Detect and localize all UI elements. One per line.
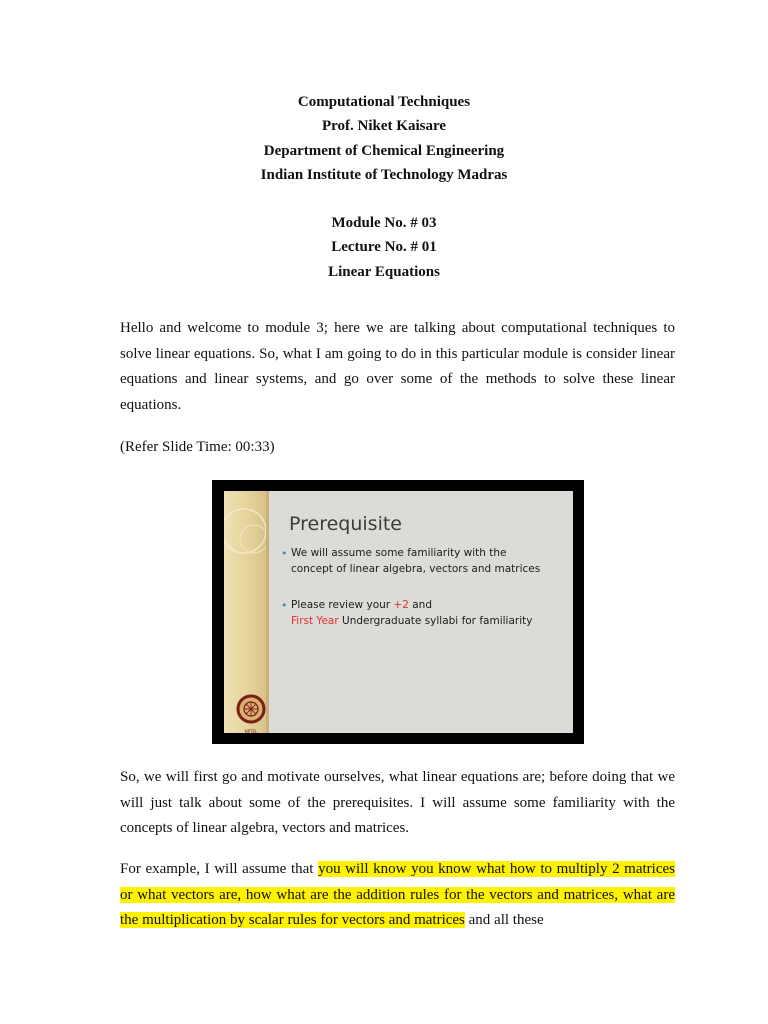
bullet-dot-icon: •: [281, 599, 288, 612]
lecture-number: Lecture No. # 01: [331, 239, 437, 256]
professor-name: Prof. Niket Kaisare: [321, 118, 446, 135]
logo-caption: NPTEL: [244, 729, 258, 733]
slide-bullet-1-line-2: concept of linear algebra, vectors and matrices: [291, 562, 541, 575]
example-paragraph: [120, 857, 675, 934]
institute-name: Indian Institute of Technology Madras: [260, 166, 508, 183]
slide-bullet-2: [281, 598, 533, 629]
slide-bullet-1: [281, 546, 541, 577]
example-text-start: For example, I will assume that: [120, 861, 319, 877]
slide-bullet-2-text-b: and: [408, 599, 432, 611]
slide-bullet-2-red-b: First Year: [291, 614, 339, 627]
slide-bullet-2-text-a: Please review your: [291, 599, 394, 611]
slide-bullet-1-line-1: We will assume some familiarity with the: [291, 547, 507, 559]
example-highlighted-text: you will know you know what how to multiply 2 matrices or what vectors are, how what are the addition rules for the vectors and matrices, what are the multiplication by scalar rules for vectors and matrices: [120, 861, 675, 928]
refer-slide-time: (Refer Slide Time: 00:33): [120, 439, 275, 455]
slide-canvas: [224, 491, 573, 733]
motivation-paragraph: So, we will first go and motivate ourselves, what linear equations are; before doing that we will just talk about some of the prerequisites. I will assume some familiarity with the concepts of linear algebra, vectors and matrices.: [120, 769, 675, 836]
slide-image: [212, 480, 584, 744]
lecture-topic: Linear Equations: [328, 263, 440, 280]
slide-title: Prerequisite: [289, 513, 402, 535]
document-header: [0, 90, 768, 284]
slide-bullet-2-red-a: +2: [393, 599, 409, 611]
intro-paragraph: Hello and welcome to module 3; here we are talking about computational techniques to solve linear equations. So, what I am going to do in this particular module is consider linear equations and linear systems, and go over some of the methods to solve these linear equations.: [120, 320, 675, 413]
iit-madras-logo: [236, 694, 266, 733]
logo-seal-icon: [236, 694, 266, 724]
slide-bullet-2-text-c: Undergraduate syllabi for familiarity: [338, 614, 533, 627]
example-text-end: and all these: [464, 912, 544, 928]
bullet-dot-icon: •: [281, 547, 288, 560]
course-title: Computational Techniques: [297, 94, 471, 110]
department-name: Department of Chemical Engineering: [263, 142, 505, 159]
module-number: Module No. # 03: [331, 215, 437, 232]
